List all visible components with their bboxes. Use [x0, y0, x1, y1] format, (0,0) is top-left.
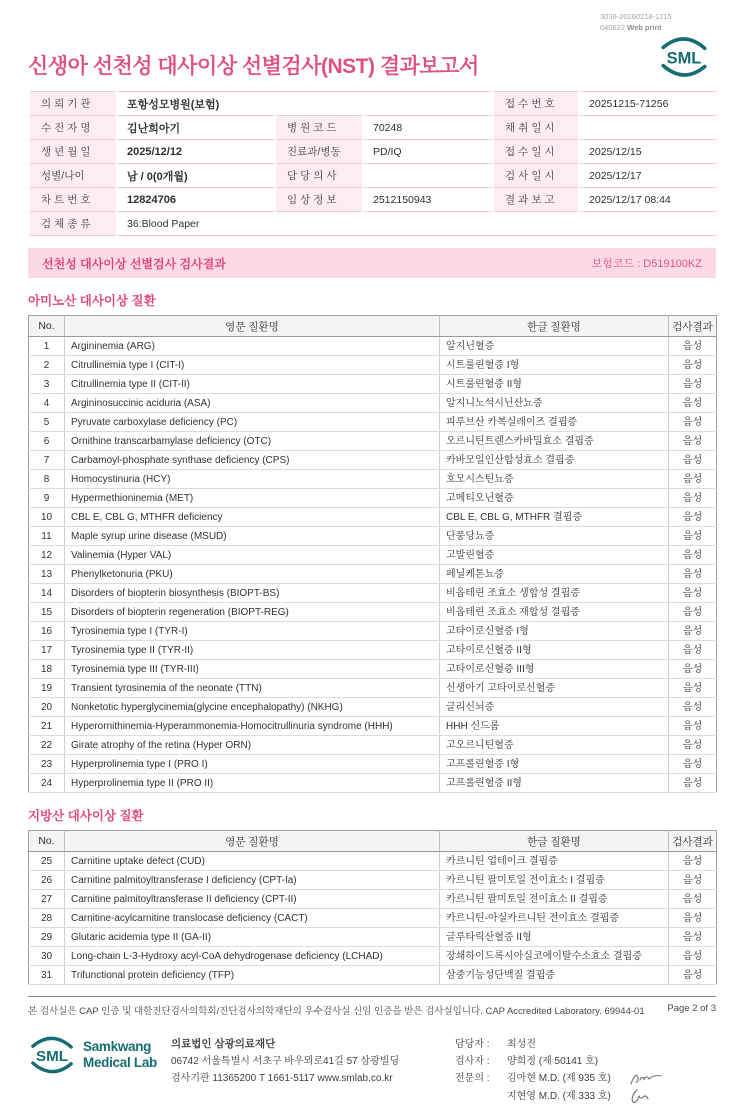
print-number-line — [600, 23, 672, 34]
table-row — [29, 909, 717, 928]
value-hospital-code: 70248 — [363, 116, 493, 140]
table-row — [29, 852, 717, 871]
label-patient-name: 수진자명 — [29, 116, 117, 140]
disease-english-name: Transient tyrosinemia of the neonate (TTN) — [65, 679, 440, 698]
test-result: 음성 — [669, 565, 717, 584]
test-result: 음성 — [669, 966, 717, 985]
disease-no: 10 — [29, 508, 65, 527]
value-receipt-no: 20251215-71256 — [579, 92, 717, 116]
col-result: 검사결과 — [669, 316, 717, 337]
org-registration: 검사기관 11365200 T 1661-5117 www.smlab.co.kr — [171, 1073, 393, 1084]
staff-role: 담당자 : — [455, 1039, 490, 1050]
disease-no: 26 — [29, 871, 65, 890]
table-row — [29, 140, 717, 164]
disease-korean-name: 장쇄하이드록시아실코에이탈수소효소 결핍증 — [440, 947, 669, 966]
disease-no: 13 — [29, 565, 65, 584]
table-row — [29, 527, 717, 546]
table-row — [29, 755, 717, 774]
col-no: No. — [29, 316, 65, 337]
table-row — [29, 947, 717, 966]
disease-korean-name: 호모시스틴뇨증 — [440, 470, 669, 489]
disease-english-name: Tyrosinemia type II (TYR-II) — [65, 641, 440, 660]
table-row — [29, 679, 717, 698]
disease-no: 21 — [29, 717, 65, 736]
table-row — [29, 546, 717, 565]
disease-no: 24 — [29, 774, 65, 793]
value-patient-name: 김난희아기 — [117, 116, 275, 140]
staff-name: 김아현 M.D. (제 935 호) — [507, 1073, 611, 1084]
table-row — [29, 489, 717, 508]
table-row — [29, 356, 717, 375]
amino-acid-disease-table — [28, 315, 717, 793]
label-hospital-code: 병원코드 — [275, 116, 363, 140]
table-row — [29, 584, 717, 603]
disease-english-name: Tyrosinemia type I (TYR-I) — [65, 622, 440, 641]
disease-korean-name: 고타이로신혈증 I형 — [440, 622, 669, 641]
table-row — [29, 394, 717, 413]
table-row — [29, 698, 717, 717]
disease-english-name: Hypermethioninemia (MET) — [65, 489, 440, 508]
disease-korean-name: 알지닌혈증 — [440, 337, 669, 356]
disease-english-name: Hyperprolinemia type I (PRO I) — [65, 755, 440, 774]
label-report-date: 결과보고 — [493, 188, 579, 212]
disease-no: 25 — [29, 852, 65, 871]
table-row — [29, 641, 717, 660]
disease-english-name: Argininosuccinic aciduria (ASA) — [65, 394, 440, 413]
disease-english-name: Argininemia (ARG) — [65, 337, 440, 356]
disease-no: 11 — [29, 527, 65, 546]
print-info — [600, 12, 672, 34]
staff-name: 최성진 — [507, 1039, 536, 1050]
disease-no: 15 — [29, 603, 65, 622]
disease-english-name: Valinemia (Hyper VAL) — [65, 546, 440, 565]
label-clinical-info: 임상정보 — [275, 188, 363, 212]
svg-text:SML: SML — [35, 1048, 69, 1065]
disease-no: 14 — [29, 584, 65, 603]
disease-korean-name: 비옵테린 조효소 재합성 결핍증 — [440, 603, 669, 622]
test-result: 음성 — [669, 413, 717, 432]
test-result: 음성 — [669, 890, 717, 909]
disease-no: 7 — [29, 451, 65, 470]
disease-no: 8 — [29, 470, 65, 489]
svg-text:SML: SML — [666, 49, 702, 68]
disease-english-name: Glutaric acidemia type II (GA-II) — [65, 928, 440, 947]
col-korean-name: 한글 질환명 — [440, 316, 669, 337]
org-name: 의료법인 삼광의료재단 — [171, 1038, 276, 1050]
disease-korean-name: 글리신뇌증 — [440, 698, 669, 717]
disease-korean-name: 시트룰린혈증 I형 — [440, 356, 669, 375]
sml-logo-icon — [28, 1034, 76, 1076]
test-result: 음성 — [669, 774, 717, 793]
disease-korean-name: CBL E, CBL G, MTHFR 결핍증 — [440, 508, 669, 527]
section-title-amino-acid: 아미노산 대사이상 질환 — [28, 294, 156, 308]
disease-korean-name: 고메티오닌혈증 — [440, 489, 669, 508]
disease-english-name: Long-chain L-3-Hydroxy acyl-CoA dehydrogenase deficiency (LCHAD) — [65, 947, 440, 966]
disease-english-name: Carnitine-acylcarnitine translocase deficiency (CACT) — [65, 909, 440, 928]
test-result: 음성 — [669, 928, 717, 947]
label-sex-age: 성별/나이 — [29, 164, 117, 188]
disease-no: 27 — [29, 890, 65, 909]
table-row — [29, 890, 717, 909]
disease-korean-name: 피루브산 카복실레이즈 결핍증 — [440, 413, 669, 432]
disease-no: 30 — [29, 947, 65, 966]
lab-name: Samkwang Medical Lab — [83, 1039, 157, 1070]
disease-english-name: Maple syrup urine disease (MSUD) — [65, 527, 440, 546]
col-english-name: 영문 질환명 — [65, 316, 440, 337]
value-report-date: 2025/12/17 08:44 — [579, 188, 717, 212]
value-doctor — [363, 164, 493, 188]
organization-info — [171, 1034, 415, 1087]
accreditation-row — [28, 1003, 716, 1017]
staff-name: 양희정 (제 50141 호) — [507, 1056, 599, 1067]
label-requesting-org: 의뢰기관 — [29, 92, 117, 116]
value-receipt-date: 2025/12/15 — [579, 140, 717, 164]
col-result: 검사결과 — [669, 831, 717, 852]
table-row — [29, 774, 717, 793]
table-header-row — [29, 831, 717, 852]
disease-korean-name: 신생아기 고타이로신혈증 — [440, 679, 669, 698]
disease-english-name: Carnitine palmitoyltransferase I deficiency (CPT-Ia) — [65, 871, 440, 890]
disease-no: 1 — [29, 337, 65, 356]
col-korean-name: 한글 질환명 — [440, 831, 669, 852]
table-row — [29, 92, 717, 116]
disease-korean-name: 고타이로신혈증 II형 — [440, 641, 669, 660]
disease-korean-name: 페닐케톤뇨증 — [440, 565, 669, 584]
table-row — [29, 717, 717, 736]
test-result: 음성 — [669, 375, 717, 394]
page-title: 신생아 선천성 대사이상 선별검사(NST) 결과보고서 — [28, 55, 479, 78]
disease-no: 6 — [29, 432, 65, 451]
disease-korean-name: 카르니틴 팔미토일 전이효소 II 결핍증 — [440, 890, 669, 909]
disease-english-name: Homocystinuria (HCY) — [65, 470, 440, 489]
print-number: 040622 — [600, 22, 626, 32]
disease-korean-name: 알지니노석시닌산뇨증 — [440, 394, 669, 413]
disease-no: 5 — [29, 413, 65, 432]
disease-no: 31 — [29, 966, 65, 985]
test-result: 음성 — [669, 622, 717, 641]
table-row — [29, 508, 717, 527]
test-result: 음성 — [669, 755, 717, 774]
test-result: 음성 — [669, 337, 717, 356]
test-result: 음성 — [669, 603, 717, 622]
test-result: 음성 — [669, 641, 717, 660]
staff-role: 검사자 : — [455, 1056, 490, 1067]
test-result: 음성 — [669, 736, 717, 755]
disease-english-name: Hyperornithinemia-Hyperammonemia-Homocitrullinuria syndrome (HHH) — [65, 717, 440, 736]
disease-korean-name: 삼중기능성단백질 결핍증 — [440, 966, 669, 985]
table-row — [29, 565, 717, 584]
disease-english-name: Phenylketonuria (PKU) — [65, 565, 440, 584]
table-row — [29, 188, 717, 212]
test-result: 음성 — [669, 947, 717, 966]
table-row — [29, 451, 717, 470]
disease-no: 23 — [29, 755, 65, 774]
disease-korean-name: 카르니틴 팔미토일 전이효소 I 결핍증 — [440, 871, 669, 890]
test-result: 음성 — [669, 432, 717, 451]
disease-no: 9 — [29, 489, 65, 508]
table-row — [29, 603, 717, 622]
disease-english-name: Nonketotic hyperglycinemia(glycine encephalopathy) (NKHG) — [65, 698, 440, 717]
value-requesting-org: 포항성모병원(보험) — [117, 92, 493, 116]
disease-korean-name: HHH 신드롬 — [440, 717, 669, 736]
table-row — [29, 736, 717, 755]
disease-no: 20 — [29, 698, 65, 717]
value-chart-no: 12824706 — [117, 188, 275, 212]
label-doctor: 담당의사 — [275, 164, 363, 188]
patient-info-table — [28, 91, 717, 236]
table-row — [29, 413, 717, 432]
value-collect-datetime — [579, 116, 717, 140]
disease-no: 28 — [29, 909, 65, 928]
disease-korean-name: 고타이로신혈증 III형 — [440, 660, 669, 679]
disease-no: 2 — [29, 356, 65, 375]
disease-english-name: CBL E, CBL G, MTHFR deficiency — [65, 508, 440, 527]
report-footer — [28, 1034, 716, 1105]
label-receipt-date: 접수일시 — [493, 140, 579, 164]
disease-english-name: Trifunctional protein deficiency (TFP) — [65, 966, 440, 985]
test-result: 음성 — [669, 679, 717, 698]
table-row — [29, 928, 717, 947]
value-sex-age: 남 / 0(0개월) — [117, 164, 275, 188]
table-row — [29, 212, 717, 236]
label-receipt-no: 접수번호 — [493, 92, 579, 116]
disease-korean-name: 고오르니틴혈증 — [440, 736, 669, 755]
table-row — [29, 622, 717, 641]
web-print-label: Web print — [627, 22, 662, 32]
value-department: PD/IQ — [363, 140, 493, 164]
table-row — [29, 164, 717, 188]
banner-title: 선천성 대사이상 선별검사 검사결과 — [42, 256, 226, 271]
test-result: 음성 — [669, 717, 717, 736]
value-test-date: 2025/12/17 — [579, 164, 717, 188]
col-no: No. — [29, 831, 65, 852]
table-row — [29, 966, 717, 985]
test-result: 음성 — [669, 356, 717, 375]
test-result: 음성 — [669, 584, 717, 603]
label-specimen-type: 검체종류 — [29, 212, 117, 236]
test-result: 음성 — [669, 698, 717, 717]
page-number: Page 2 of 3 — [667, 1003, 716, 1014]
staff-row — [455, 1087, 663, 1105]
disease-korean-name: 카바모일인산합성효소 결핍증 — [440, 451, 669, 470]
label-chart-no: 차트번호 — [29, 188, 117, 212]
insurance-code: 보험코드 : D519100KZ — [591, 258, 702, 270]
staff-name: 지현영 M.D. (제 333 호) — [507, 1090, 611, 1102]
disease-korean-name: 시트룰린혈증 II형 — [440, 375, 669, 394]
test-result: 음성 — [669, 909, 717, 928]
disease-english-name: Ornithine transcarbamylase deficiency (OTC) — [65, 432, 440, 451]
test-result: 음성 — [669, 508, 717, 527]
signature-icon — [629, 1087, 653, 1105]
staff-row — [455, 1036, 663, 1053]
disease-korean-name: 글루타릭산혈증 II형 — [440, 928, 669, 947]
disease-korean-name: 단풍당뇨증 — [440, 527, 669, 546]
disease-no: 4 — [29, 394, 65, 413]
table-header-row — [29, 316, 717, 337]
signature-icon — [629, 1071, 663, 1087]
test-result: 음성 — [669, 871, 717, 890]
disease-english-name: Girate atrophy of the retina (Hyper ORN) — [65, 736, 440, 755]
table-row — [29, 660, 717, 679]
table-row — [29, 337, 717, 356]
test-result: 음성 — [669, 451, 717, 470]
disease-no: 29 — [29, 928, 65, 947]
org-address: 06742 서울특별시 서초구 바우뫼로41길 57 삼광빌딩 — [171, 1056, 400, 1067]
test-result: 음성 — [669, 470, 717, 489]
result-banner — [28, 248, 716, 278]
test-result: 음성 — [669, 527, 717, 546]
disease-korean-name: 카르니틴-아실카르니틴 전이효소 결핍증 — [440, 909, 669, 928]
disease-no: 3 — [29, 375, 65, 394]
disease-english-name: Carnitine uptake defect (CUD) — [65, 852, 440, 871]
fatty-acid-disease-table — [28, 830, 717, 985]
table-row — [29, 470, 717, 489]
print-code: 3036-20260218-1215 — [600, 12, 672, 21]
disease-english-name: Citrullinemia type II (CIT-II) — [65, 375, 440, 394]
disease-no: 12 — [29, 546, 65, 565]
table-row — [29, 375, 717, 394]
disease-english-name: Disorders of biopterin regeneration (BIOPT-REG) — [65, 603, 440, 622]
staff-role: 전문의 : — [455, 1073, 490, 1084]
accreditation-text: 본 검사실은 CAP 인증 및 대한진단검사의학회/진단검사의학재단의 우수검사실 신임 인증을 받은 검사실입니다. CAP Accredited Laboratory. 69944-01 — [28, 1006, 645, 1017]
disease-english-name: Citrullinemia type I (CIT-I) — [65, 356, 440, 375]
disease-korean-name: 고프롤린혈증 I형 — [440, 755, 669, 774]
table-row — [29, 432, 717, 451]
disease-english-name: Carbamoyl-phosphate synthase deficiency (CPS) — [65, 451, 440, 470]
disease-korean-name: 카르니틴 업테이크 결핍증 — [440, 852, 669, 871]
value-clinical-info: 2512150943 — [363, 188, 493, 212]
table-row — [29, 116, 717, 140]
test-result: 음성 — [669, 394, 717, 413]
test-result: 음성 — [669, 489, 717, 508]
disease-no: 22 — [29, 736, 65, 755]
disease-english-name: Hyperprolinemia type II (PRO II) — [65, 774, 440, 793]
disease-korean-name: 비옵테린 조효소 생합성 결핍증 — [440, 584, 669, 603]
disease-korean-name: 고프롤린혈증 II형 — [440, 774, 669, 793]
value-specimen-type: 36:Blood Paper — [117, 212, 717, 236]
value-birthdate: 2025/12/12 — [117, 140, 275, 164]
label-department: 진료과/병동 — [275, 140, 363, 164]
test-result: 음성 — [669, 660, 717, 679]
disease-korean-name: 오르니틴트랜스카바밀효소 결핍증 — [440, 432, 669, 451]
staff-row — [455, 1070, 663, 1087]
disease-no: 16 — [29, 622, 65, 641]
col-english-name: 영문 질환명 — [65, 831, 440, 852]
disease-english-name: Carnitine palmitoyltransferase II deficiency (CPT-II) — [65, 890, 440, 909]
label-test-date: 검사일시 — [493, 164, 579, 188]
table-row — [29, 871, 717, 890]
sml-logo-icon — [658, 34, 710, 80]
footer-logo — [28, 1034, 163, 1076]
section-title-fatty-acid: 지방산 대사이상 질환 — [28, 809, 144, 823]
disease-no: 17 — [29, 641, 65, 660]
test-result: 음성 — [669, 546, 717, 565]
disease-english-name: Pyruvate carboxylase deficiency (PC) — [65, 413, 440, 432]
staff-info — [455, 1034, 663, 1105]
disease-english-name: Disorders of biopterin biosynthesis (BIOPT-BS) — [65, 584, 440, 603]
disease-english-name: Tyrosinemia type III (TYR-III) — [65, 660, 440, 679]
disease-no: 19 — [29, 679, 65, 698]
label-collect-datetime: 채취일시 — [493, 116, 579, 140]
label-birthdate: 생년월일 — [29, 140, 117, 164]
footer-divider — [28, 996, 716, 997]
disease-korean-name: 고발린혈증 — [440, 546, 669, 565]
test-result: 음성 — [669, 852, 717, 871]
disease-no: 18 — [29, 660, 65, 679]
staff-row — [455, 1053, 663, 1070]
